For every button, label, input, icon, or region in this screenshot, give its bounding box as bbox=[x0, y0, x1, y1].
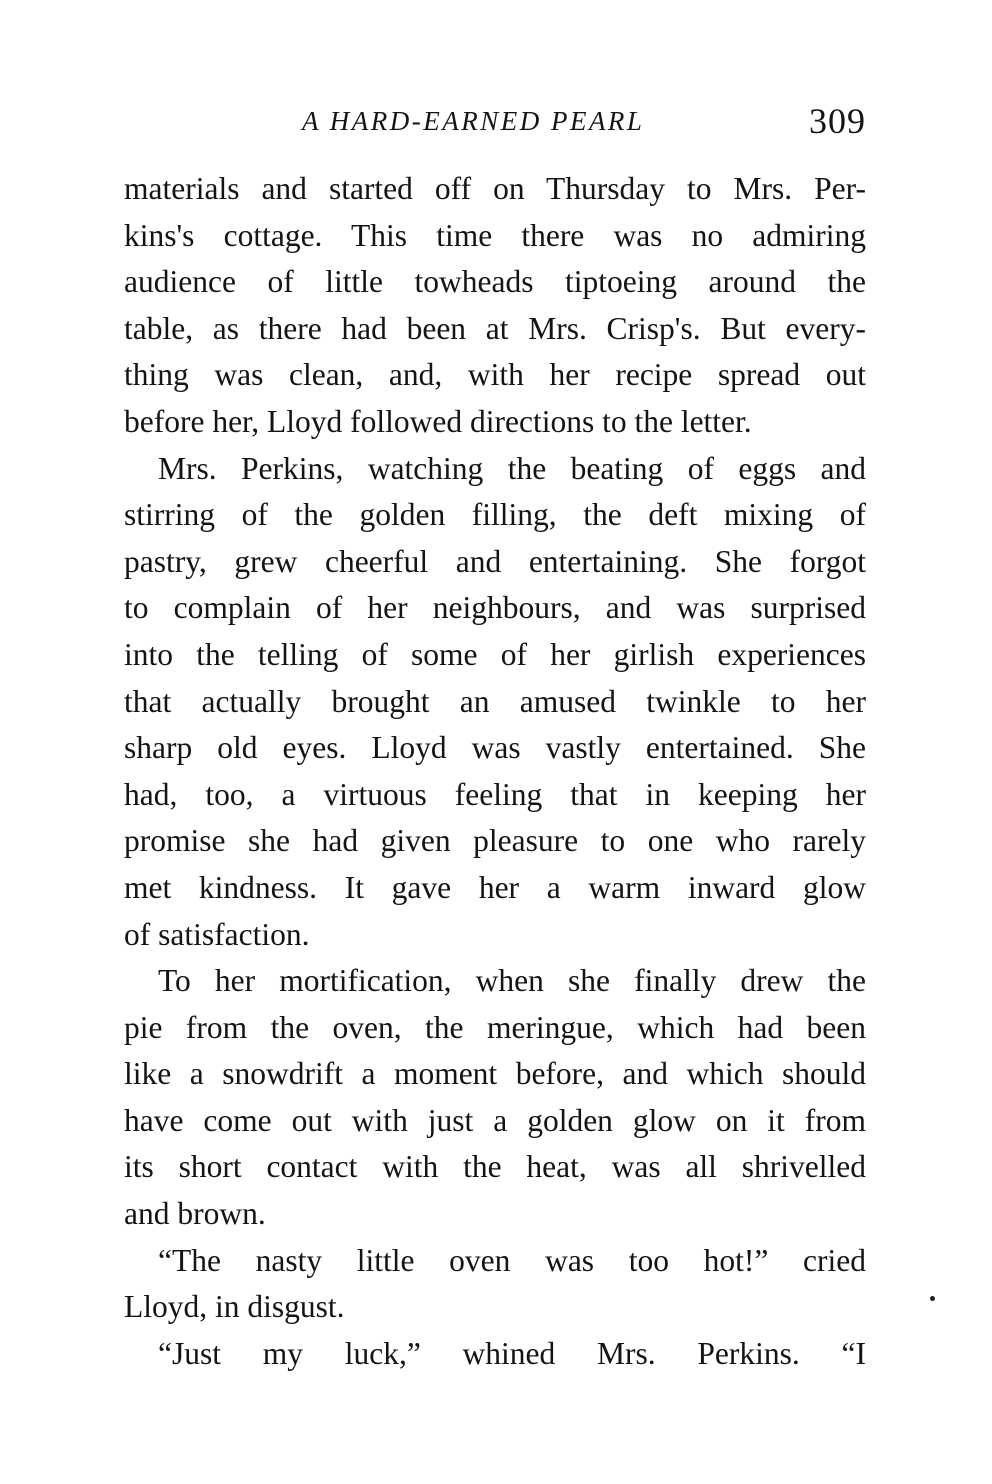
text-line: had, too, a virtuous feeling that in keeping her bbox=[124, 776, 866, 812]
running-title: A HARD-EARNED PEARL bbox=[302, 106, 645, 136]
text-line: and brown. bbox=[124, 1196, 266, 1232]
text-line: met kindness. It gave her a warm inward glow bbox=[124, 869, 866, 905]
text-line: like a snowdrift a moment before, and which should bbox=[124, 1056, 866, 1092]
text-line: thing was clean, and, with her recipe spread out bbox=[124, 357, 866, 393]
running-head bbox=[124, 100, 866, 150]
text-line: table, as there had been at Mrs. Crisp's. But every- bbox=[124, 310, 866, 346]
text-line: promise she had given pleasure to one who rarely bbox=[124, 823, 866, 859]
text-line: to complain of her neighbours, and was surprised bbox=[124, 590, 866, 626]
text-line: have come out with just a golden glow on it from bbox=[124, 1102, 866, 1138]
text-line: before her, Lloyd followed directions to the letter. bbox=[124, 403, 752, 439]
text-line: audience of little towheads tiptoeing around the bbox=[124, 264, 866, 300]
text-line: materials and started off on Thursday to Mrs. Per- bbox=[124, 171, 866, 206]
text-line: pastry, grew cheerful and entertaining. She forgot bbox=[124, 543, 866, 579]
page-number: 309 bbox=[809, 101, 866, 141]
text-line: kins's cottage. This time there was no admiring bbox=[124, 217, 866, 253]
text-line: Lloyd, in disgust. bbox=[124, 1289, 345, 1325]
paragraph-start-line: To her mortification, when she finally drew the bbox=[158, 963, 866, 999]
text-line: stirring of the golden filling, the deft mixing of bbox=[124, 497, 866, 533]
paragraph-start-line: “The nasty little oven was too hot!” cried bbox=[158, 1242, 866, 1278]
body-text bbox=[124, 166, 866, 1377]
text-line: of satisfaction. bbox=[124, 916, 310, 952]
paragraph-start-line: Mrs. Perkins, watching the beating of eggs and bbox=[158, 450, 866, 486]
text-line: its short contact with the heat, was all shrivelled bbox=[124, 1149, 866, 1185]
margin-speck bbox=[929, 1295, 935, 1301]
text-line: pie from the oven, the meringue, which had been bbox=[124, 1009, 866, 1045]
text-line: into the telling of some of her girlish experiences bbox=[124, 636, 866, 672]
paragraph-start-line: “Just my luck,” whined Mrs. Perkins. “I bbox=[158, 1335, 866, 1371]
text-line: sharp old eyes. Lloyd was vastly entertained. She bbox=[124, 730, 866, 766]
text-line: that actually brought an amused twinkle to her bbox=[124, 683, 866, 719]
